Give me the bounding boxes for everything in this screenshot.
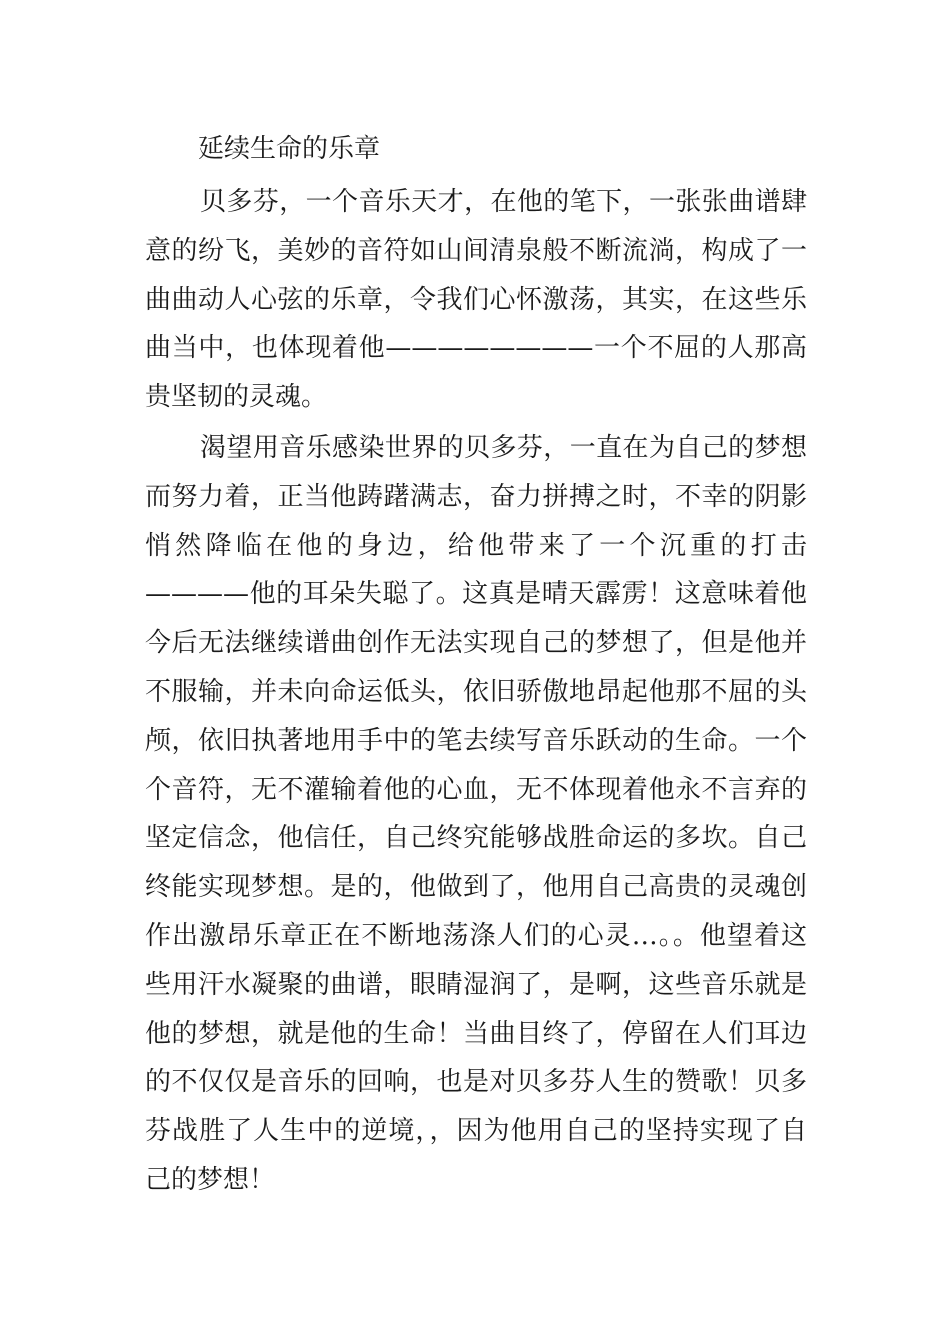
document-title: 延续生命的乐章 bbox=[198, 134, 381, 164]
paragraph-2: 渴望用音乐感染世界的贝多芬，一直在为自己的梦想而努力着，正当他踌躇满志，奋力拼搏之时，不幸的阴影悄然降临在他的身边，给他带来了一个沉重的打击————他的耳朵失聪了。这真是晴天霹雳！这意味着他今后无法继续谱曲创作无法实现自己的梦想了，但是他并不服输，并未向命运低头，依旧骄傲地昂起他那不屈的头颅，依旧执著地用手中的笔去续写音乐跃动的生命。一个个音符，无不灌输着他的心血，无不体现着他永不言弃的坚定信念，他信任，自己终究能够战胜命运的多坎。自己终能实现梦想。是的，他做到了，他用自己高贵的灵魂创作出激昂乐章正在不断地荡涤人们的心灵…。。他望着这些用汗水凝聚的曲谱，眼睛湿润了，是啊，这些音乐就是他的梦想，就是他的生命！当曲目终了，停留在人们耳边的不仅仅是音乐的回响，也是对贝多芬人生的赞歌！贝多芬战胜了人生中的逆境，，因为他用自己的坚持实现了自己的梦想！ bbox=[145, 433, 807, 1195]
paragraph-1: 贝多芬，一个音乐天才，在他的笔下，一张张曲谱肆意的纷飞，美妙的音符如山间清泉般不断流淌，构成了一曲曲动人心弦的乐章，令我们心怀激荡，其实，在这些乐曲当中，也体现着他————————一个不屈的人那高贵坚韧的灵魂。 bbox=[145, 187, 807, 413]
